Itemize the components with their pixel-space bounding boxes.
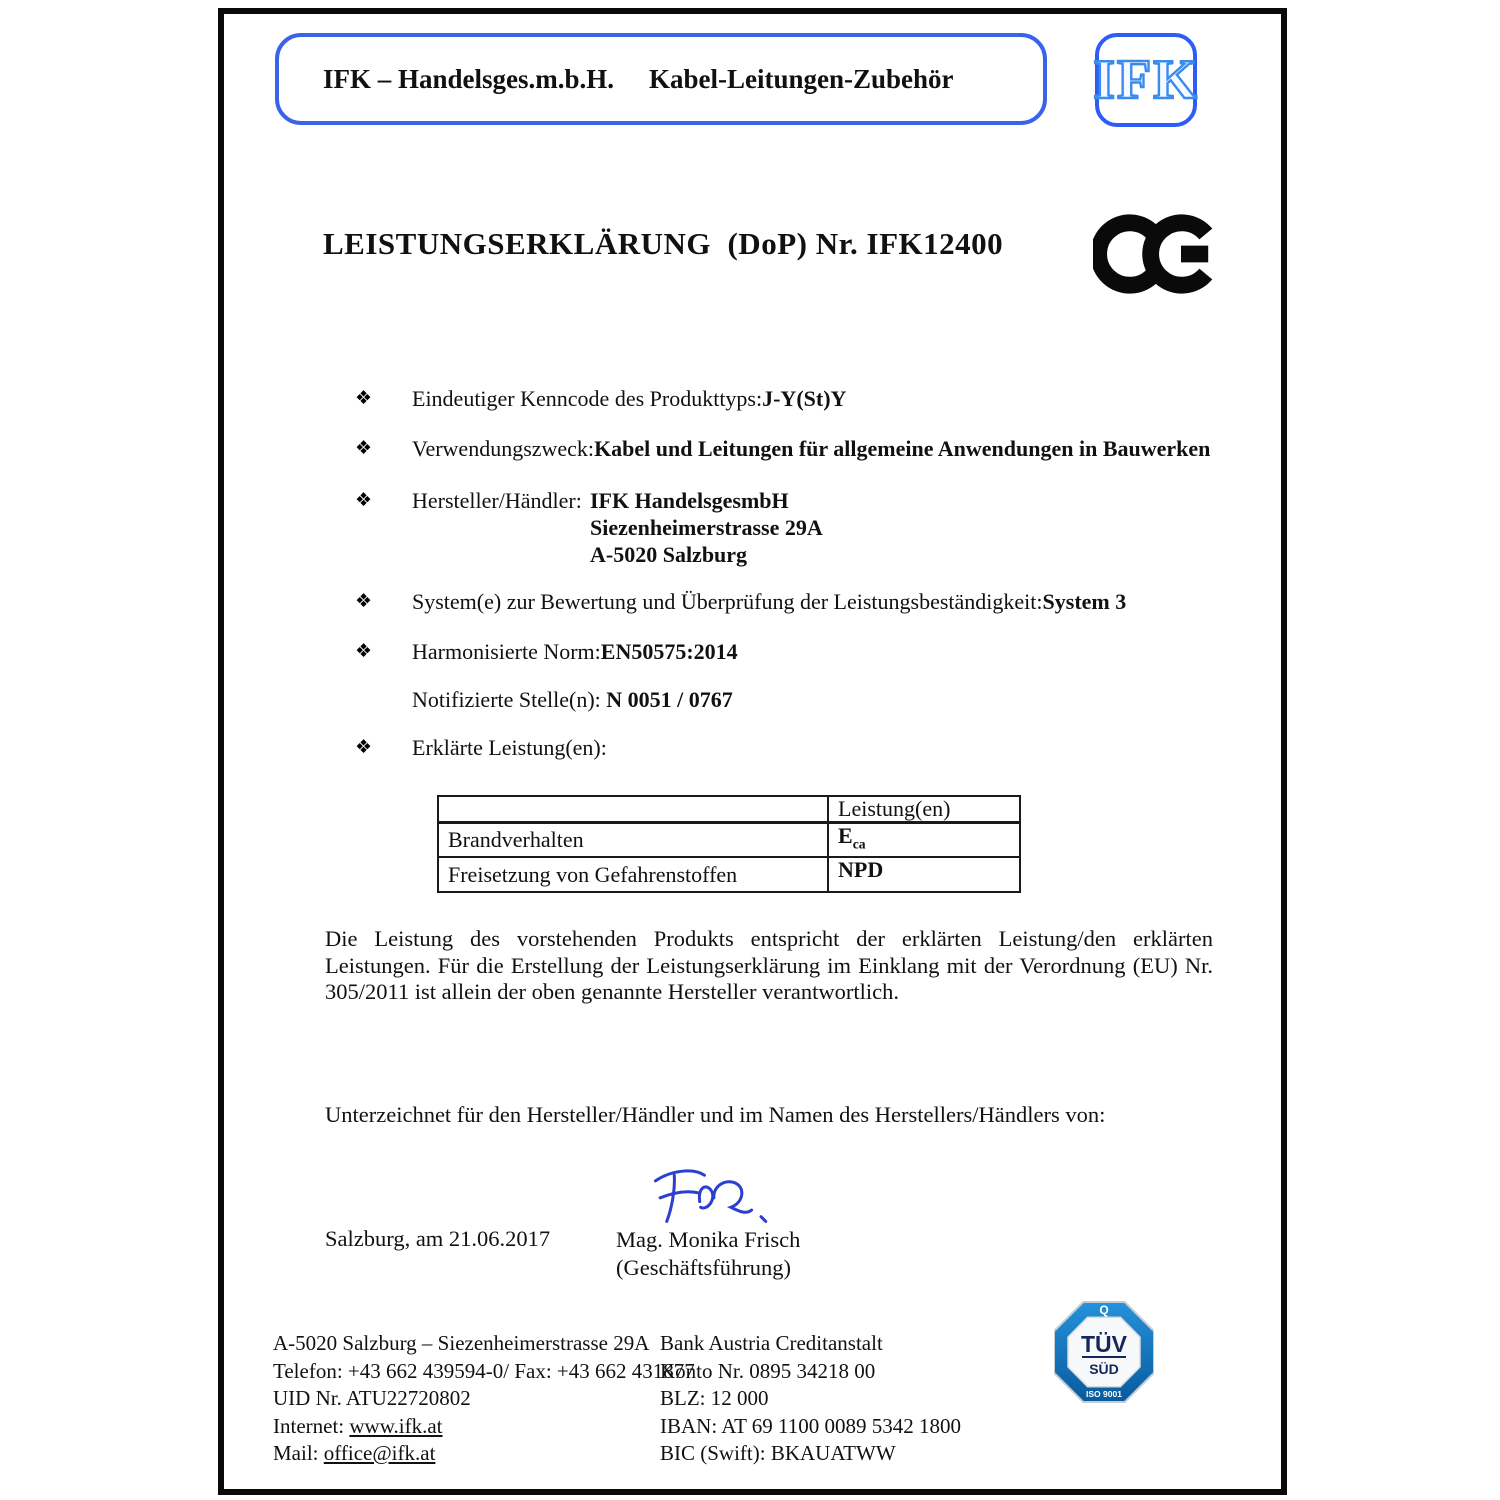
bullet-label: Harmonisierte Norm: [412,639,601,664]
manufacturer-street: Siezenheimerstrasse 29A [590,515,823,540]
diamond-bullet-icon: ❖ [355,387,373,409]
bullet-label: Hersteller/Händler: [412,488,582,513]
bullet-item-hersteller [355,487,823,568]
signer-name: Mag. Monika Frisch [616,1227,801,1252]
bullet-item-kenncode [355,385,846,412]
bullet-label: System(e) zur Bewertung und Überprüfung der Leistungsbeständigkeit: [412,589,1043,614]
footer-address-block [273,1330,695,1468]
footer-bank-block [660,1330,961,1468]
internet-label: Internet: [273,1413,350,1438]
footer-bank: Bank Austria Creditanstalt [660,1331,883,1355]
row-name-brandverhalten: Brandverhalten [438,823,828,858]
sud-text: SÜD [1089,1361,1119,1377]
manufacturer-address [590,487,823,568]
signer-role: (Geschäftsführung) [616,1255,791,1280]
bullet-value: Kabel und Leitungen für allgemeine Anwendungen in Bauwerken [594,436,1211,461]
signing-statement: Unterzeichnet für den Hersteller/Händler und im Namen des Herstellers/Händlers von: [325,1102,1106,1127]
footer-iban: IBAN: AT 69 1100 0089 5342 1800 [660,1413,962,1438]
manufacturer-name: IFK HandelsgesmbH [590,488,789,513]
footer-internet-line [273,1413,695,1441]
bullet-label: Erklärte Leistung(en): [412,735,607,760]
bullet-value: EN50575:2014 [600,639,738,664]
table-row [438,823,1020,858]
bullet-value: System 3 [1042,589,1127,614]
tuv-text: TÜV [1081,1331,1127,1357]
diamond-bullet-icon: ❖ [355,590,373,612]
footer-mail-line [273,1440,695,1468]
bullet-label: Eindeutiger Kenncode des Produkttyps: [412,386,763,411]
diamond-bullet-icon: ❖ [355,437,373,459]
value-subscript: ca [852,836,866,852]
website-link[interactable]: www.ifk.at [349,1413,443,1438]
document-border [218,8,1287,1495]
diamond-bullet-icon: ❖ [355,489,373,511]
bullet-value: N 0051 / 0767 [606,687,733,712]
bullet-label: Verwendungszweck: [412,436,595,461]
bullet-item-leistungen [355,734,607,761]
value-main: E [838,823,853,848]
declaration-paragraph: Die Leistung des vorstehenden Produkts entspricht der erklärten Leistung/den erklärten Leistungen. Für die Erstellung der Leistungserklärung im Einklang mit der Verordnung (EU) Nr. 305/2011 ist allein der oben genannte Hersteller verantwortlich. [325,926,1213,1004]
company-name: IFK – Handelsges.m.b.H. [323,64,615,94]
notified-body-line [412,686,733,713]
company-header [275,33,1047,125]
row-value-npd [828,857,1020,891]
bullet-item-system [355,588,1126,615]
bullet-value: J-Y(St)Y [762,386,847,411]
row-name-freisetzung: Freisetzung von Gefahrenstoffen [438,857,828,891]
ifk-logo-text: IFK [1093,49,1199,111]
footer-bic: BIC (Swift): BKAUATWW [660,1441,896,1465]
performance-table [437,795,1021,893]
signer-block [616,1226,800,1282]
table-header-row [438,796,1020,823]
value-main: NPD [838,857,884,883]
ce-mark-icon [1093,210,1217,298]
footer-blz: BLZ: 12 000 [660,1386,769,1410]
bullet-item-norm [355,638,738,665]
table-header-empty [438,796,828,823]
tuv-sud-logo [1054,1296,1154,1416]
bullet-label: Notifizierte Stelle(n): [412,687,607,712]
row-value-eca [828,823,1020,858]
ifk-logo [1095,33,1197,127]
tuv-q-mark: Q [1099,1303,1109,1317]
signature-scribble [642,1162,782,1228]
email-link[interactable]: office@ifk.at [323,1441,436,1465]
page-title: LEISTUNGSERKLÄRUNG (DoP) Nr. IFK12400 [323,226,1004,261]
diamond-bullet-icon: ❖ [355,736,373,758]
company-tagline: Kabel-Leitungen-Zubehör [649,64,954,94]
manufacturer-city: A-5020 Salzburg [590,542,748,567]
place-date: Salzburg, am 21.06.2017 [325,1226,551,1251]
table-row [438,857,1020,891]
iso-9001-text: ISO 9001 [1086,1389,1122,1399]
mail-label: Mail: [273,1441,324,1465]
footer-phone-fax: Telefon: +43 662 439594-0/ Fax: +43 662 431877 [273,1358,695,1383]
diamond-bullet-icon: ❖ [355,640,373,662]
footer-konto: Konto Nr. 0895 34218 00 [660,1358,876,1383]
footer-uid: UID Nr. ATU22720802 [273,1386,471,1410]
bullet-item-verwendungszweck [355,435,1210,462]
table-header-leistung: Leistung(en) [828,796,1020,823]
footer-address: A-5020 Salzburg – Siezenheimerstrasse 29A [273,1331,650,1355]
